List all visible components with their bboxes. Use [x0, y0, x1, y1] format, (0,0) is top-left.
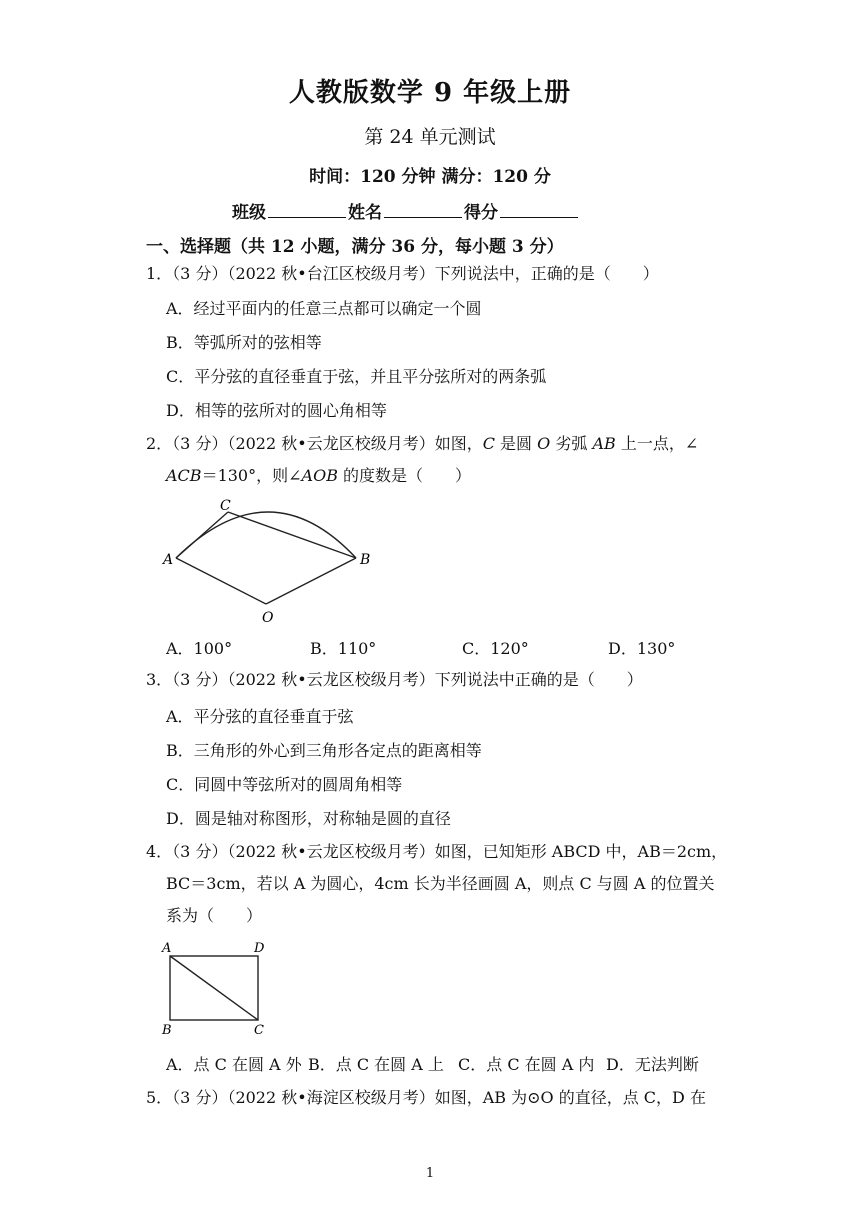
label-o: O: [262, 610, 274, 626]
page-number: 1: [425, 1166, 435, 1181]
question-4-stem-line-1: 4．（3 分）（2022 秋•云龙区校级月考）如图，已知矩形 ABCD 中，AB＝2cm，: [146, 842, 728, 861]
time-and-score-info: 时间：120 分钟 满分：120 分: [309, 167, 551, 187]
question-1-option-b: B．等弧所对的弦相等: [166, 333, 322, 352]
label-c: C: [254, 1023, 264, 1038]
diagonal-ac: [170, 956, 258, 1020]
class-blank: [268, 201, 346, 218]
question-2-option-a: A．100°: [166, 639, 233, 658]
section-heading: 一、选择题（共 12 小题，满分 36 分，每小题 3 分）: [146, 237, 564, 257]
question-4-option-d: D．无法判断: [606, 1055, 699, 1074]
question-4-figure: [158, 936, 274, 1038]
score-blank: [500, 201, 578, 218]
question-2-option-d: D．130°: [608, 639, 676, 658]
question-4-stem-line-2: BC＝3cm，若以 A 为圆心，4cm 长为半径画圆 A，则点 C 与圆 A 的位置关: [166, 874, 715, 893]
student-info-line: [232, 198, 580, 223]
question-1-option-d: D．相等的弦所对的圆心角相等: [166, 401, 387, 420]
question-2-figure: [160, 496, 380, 626]
label-a: A: [162, 941, 172, 956]
question-2-stem-line-1: 2．（3 分）（2022 秋•云龙区校级月考）如图，C 是圆 O 劣弧 AB 上一点，∠: [146, 434, 699, 453]
question-2-stem-line-2: ACB＝130°，则∠AOB 的度数是（ ）: [166, 466, 472, 485]
question-3-option-c: C．同圆中等弦所对的圆周角相等: [166, 775, 403, 794]
question-4-stem-line-3: 系为（ ）: [166, 906, 263, 925]
question-3-option-b: B．三角形的外心到三角形各定点的距离相等: [166, 741, 482, 760]
score-label: 得分: [464, 203, 498, 223]
question-1-option-a: A．经过平面内的任意三点都可以确定一个圆: [166, 299, 482, 318]
label-c: C: [220, 498, 231, 514]
question-3-option-d: D．圆是轴对称图形，对称轴是圆的直径: [166, 809, 451, 828]
question-1-stem: 1．（3 分）（2022 秋•台江区校级月考）下列说法中，正确的是（ ）: [146, 264, 659, 283]
name-blank: [384, 201, 462, 218]
segment-ao: [176, 558, 266, 604]
class-label: 班级: [232, 203, 266, 223]
segment-bo: [266, 558, 356, 604]
segment-cb: [228, 512, 356, 558]
question-3-option-a: A．平分弦的直径垂直于弦: [166, 707, 354, 726]
label-b: B: [360, 552, 371, 568]
question-4-option-a: A．点 C 在圆 A 外: [166, 1055, 302, 1074]
label-a: A: [163, 552, 174, 568]
question-1-option-c: C．平分弦的直径垂直于弦，并且平分弦所对的两条弧: [166, 367, 547, 386]
segment-ac: [176, 512, 228, 558]
name-label: 姓名: [348, 203, 382, 223]
question-4-option-b: B．点 C 在圆 A 上: [308, 1055, 444, 1074]
document-title: 人教版数学 9 年级上册: [288, 78, 572, 108]
question-2-option-b: B．110°: [310, 639, 377, 658]
question-3-stem: 3．（3 分）（2022 秋•云龙区校级月考）下列说法中正确的是（ ）: [146, 670, 643, 689]
question-5-stem-line-1: 5．（3 分）（2022 秋•海淀区校级月考）如图，AB 为⊙O 的直径，点 C，D 在: [146, 1088, 706, 1107]
document-subtitle: 第 24 单元测试: [364, 126, 496, 148]
label-d: D: [254, 941, 265, 956]
question-4-option-c: C．点 C 在圆 A 内: [458, 1055, 595, 1074]
question-2-option-c: C．120°: [462, 639, 529, 658]
label-b: B: [162, 1023, 172, 1038]
